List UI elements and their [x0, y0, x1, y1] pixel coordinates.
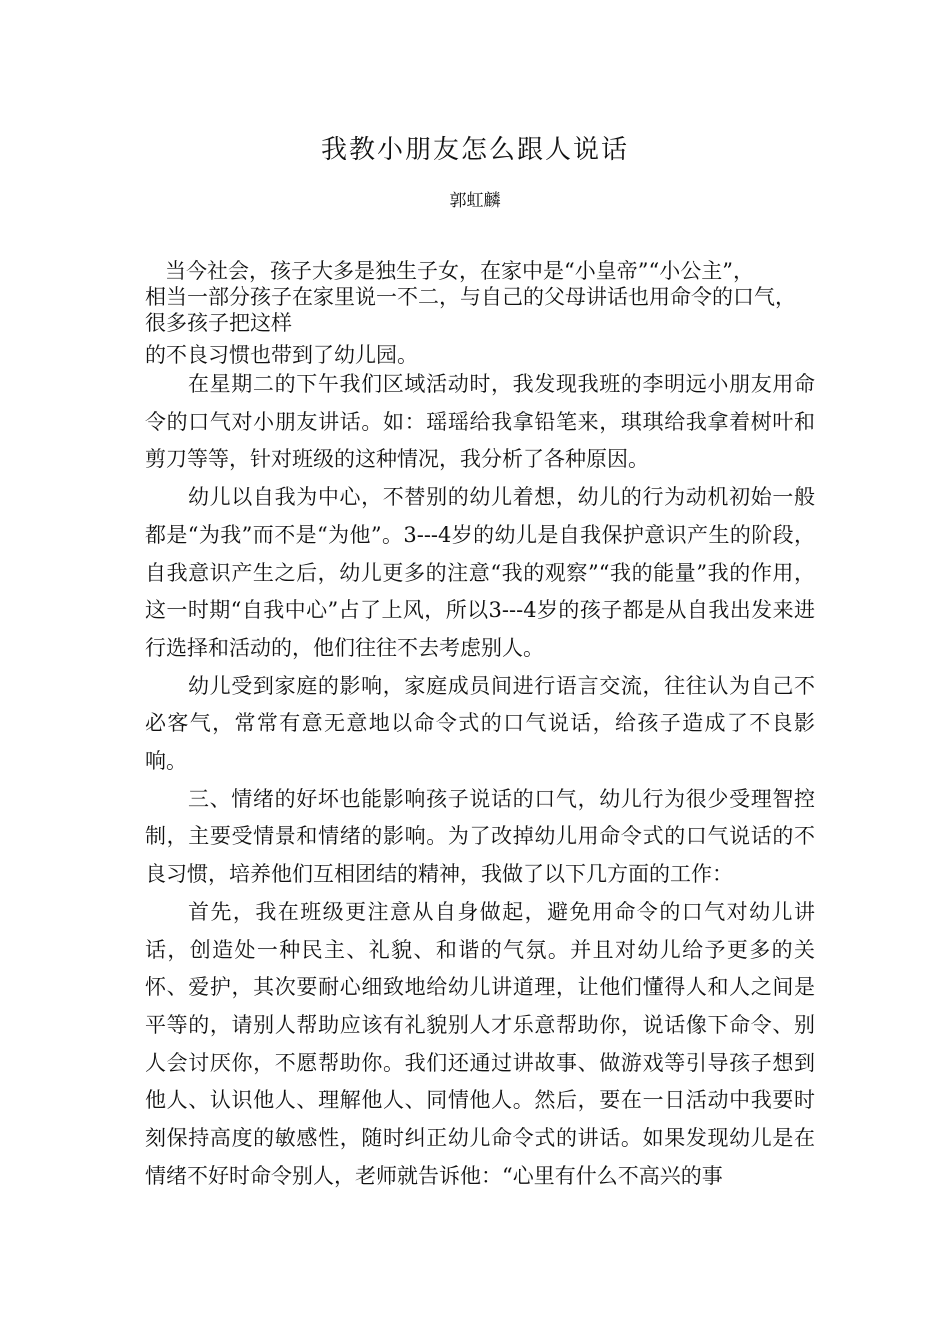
- document-author: 郭虹麟: [449, 191, 501, 211]
- body-paragraph: 首先，我在班级更注意从自身做起，避免用命令的口气对幼儿讲话，创造处一种民主、礼貌、和谐的气氛。并且对幼儿给予更多的关怀、爱护，其次要耐心细致地给幼儿讲道理，让他们懂得人和人之间是平等的，请别人帮助应该有礼貌别人才乐意帮助你，说话像下命令、别人会讨厌你，不愿帮助你。我们还通过讲故事、做游戏等引导孩子想到他人、认识他人、理解他人、同情他人。然后，要在一日活动中我要时刻保持高度的敏感性，随时纠正幼儿命令式的讲话。如果发现幼儿是在情绪不好时命令别人，老师就告诉他：“心里有什么不高兴的事: [145, 899, 815, 1188]
- body-paragraph: 在星期二的下午我们区域活动时，我发现我班的李明远小朋友用命令的口气对小朋友讲话。如：瑶瑶给我拿铅笔来，琪琪给我拿着树叶和剪刀等等，针对班级的这种情况，我分析了各种原因。: [145, 372, 815, 472]
- body-paragraph: 幼儿以自我为中心，不替别的幼儿着想，幼儿的行为动机初始一般都是“为我”而不是“为他”。3---4岁的幼儿是自我保护意识产生的阶段，自我意识产生之后，幼儿更多的注意“我的观察”“我的能量”我的作用，这一时期“自我中心”占了上风，所以3---4岁的孩子都是从自我出发来进行选择和活动的，他们往往不去考虑别人。: [145, 485, 815, 660]
- intro-line: 的不良习惯也带到了幼儿园。: [145, 343, 418, 367]
- intro-line: 很多孩子把这样: [145, 311, 292, 335]
- body-paragraph: 三、情绪的好坏也能影响孩子说话的口气，幼儿行为很少受理智控制，主要受情景和情绪的影响。为了改掉幼儿用命令式的口气说话的不良习惯，培养他们互相团结的精神，我做了以下几方面的工作：: [145, 786, 815, 887]
- intro-line: 相当一部分孩子在家里说一不二，与自己的父母讲话也用命令的口气，: [145, 285, 796, 309]
- intro-paragraph: [145, 258, 835, 368]
- body-paragraph: 幼儿受到家庭的影响，家庭成员间进行语言交流，往往认为自己不必客气，常常有意无意地以命令式的口气说话，给孩子造成了不良影响。: [145, 673, 815, 774]
- intro-line: 当今社会，孩子大多是独生子女，在家中是“小皇帝”“小公主”，: [165, 259, 754, 283]
- document-title: 我教小朋友怎么跟人说话: [320, 135, 629, 165]
- document-body: [145, 366, 815, 1195]
